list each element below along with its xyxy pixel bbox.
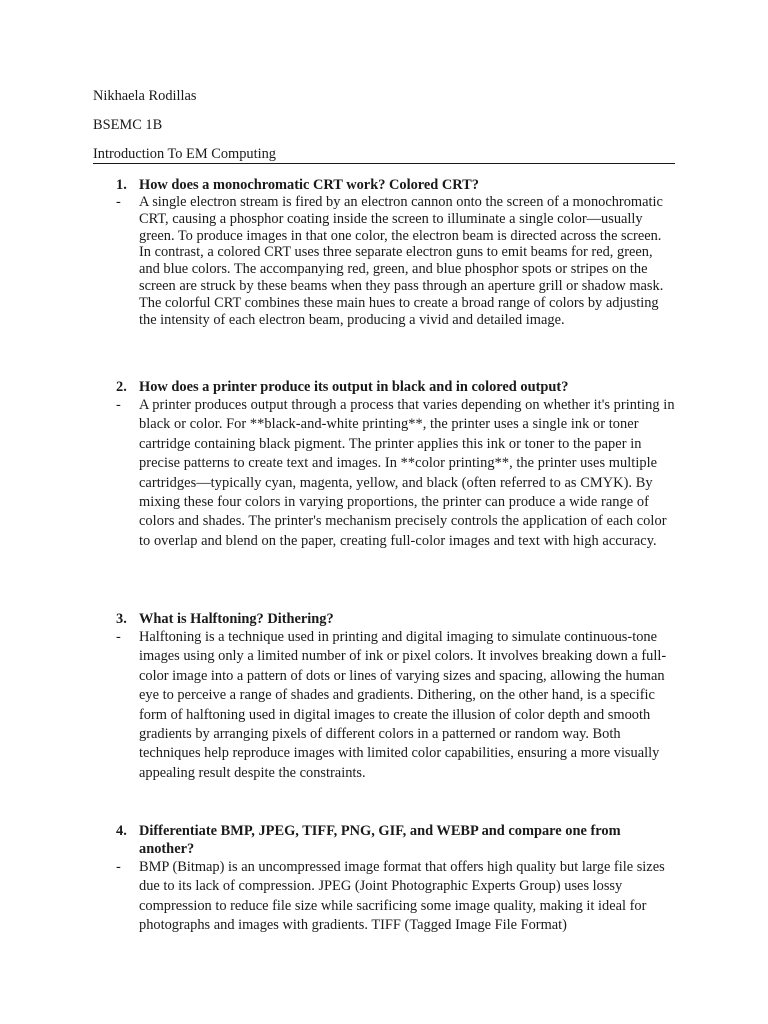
question-number: 2. bbox=[116, 379, 127, 395]
answer-block bbox=[0, 628, 768, 783]
answer-bullet: - bbox=[116, 194, 121, 210]
question-heading bbox=[0, 378, 768, 396]
question-number: 3. bbox=[116, 611, 127, 627]
course-title: Introduction To EM Computing bbox=[93, 146, 277, 162]
question-block-4 bbox=[0, 822, 768, 936]
section-label: BSEMC 1B bbox=[93, 117, 163, 133]
answer-bullet: - bbox=[116, 629, 121, 645]
question-number: 1. bbox=[116, 177, 127, 193]
answer-block bbox=[0, 396, 768, 551]
question-number: 4. bbox=[116, 823, 127, 839]
question-text: How does a printer produce its output in black and in colored output? bbox=[139, 379, 569, 395]
question-text: How does a monochromatic CRT work? Colored CRT? bbox=[139, 177, 479, 193]
answer-bullet: - bbox=[116, 397, 121, 413]
question-block-2 bbox=[0, 378, 768, 551]
question-heading bbox=[0, 176, 768, 194]
question-text: What is Halftoning? Dithering? bbox=[139, 611, 334, 627]
question-text: Differentiate BMP, JPEG, TIFF, PNG, GIF, and WEBP and compare one from another? bbox=[139, 823, 621, 857]
answer-bullet: - bbox=[116, 859, 121, 875]
answer-text: A printer produces output through a process that varies depending on whether it's printing in black or color. For **black-and-white printing**, the printer uses a single ink or toner cartridge containing black pigment. The printer applies this ink or toner to the paper in precise patterns to create text and images. In **color printing**, the printer uses multiple cartridges—typically cyan, magenta, yellow, and black (often referred to as CMYK). By mixing these four colors in varying proportions, the printer can produce a wide range of colors and shades. The printer's mechanism precisely controls the application of each color to overlap and blend on the paper, creating full-color images and text with high accuracy. bbox=[139, 397, 675, 549]
question-heading bbox=[0, 610, 768, 628]
author-name: Nikhaela Rodillas bbox=[93, 88, 197, 104]
question-block-1 bbox=[0, 176, 768, 328]
question-heading bbox=[0, 822, 768, 858]
header-divider bbox=[93, 163, 675, 164]
answer-text: Halftoning is a technique used in printing and digital imaging to simulate continuous-tone images using only a limited number of ink or pixel colors. It involves breaking down a full-color image into a pattern of dots or lines of varying sizes and spacing, allowing the human eye to perceive a range of shades and gradients. Dithering, on the other hand, is a specific form of halftoning used in digital images to create the illusion of color depth and smooth gradients by arranging pixels of different colors in a patterned or random way. Both techniques help reproduce images with limited color capabilities, ensuring a more visually appealing result despite the constraints. bbox=[139, 629, 667, 781]
question-block-3 bbox=[0, 610, 768, 783]
answer-text: BMP (Bitmap) is an uncompressed image format that offers high quality but large file sizes due to its lack of compression. JPEG (Joint Photographic Experts Group) uses lossy compression to reduce file size while sacrificing some image quality, making it ideal for photographs and images with gradients. TIFF (Tagged Image File Format) bbox=[139, 859, 665, 934]
answer-block bbox=[0, 858, 768, 936]
answer-text: A single electron stream is fired by an electron cannon onto the screen of a monochromatic CRT, causing a phosphor coating inside the screen to illuminate a single color—usually green. To produce images in that one color, the electron beam is directed across the screen. In contrast, a colored CRT uses three separate electron guns to emit beams for red, green, and blue colors. The accompanying red, green, and blue phosphor spots or stripes on the screen are struck by these beams when they pass through an aperture grill or shadow mask. The colorful CRT combines these main hues to create a broad range of colors by adjusting the intensity of each electron beam, producing a vivid and detailed image. bbox=[139, 194, 664, 328]
answer-block bbox=[0, 194, 768, 328]
